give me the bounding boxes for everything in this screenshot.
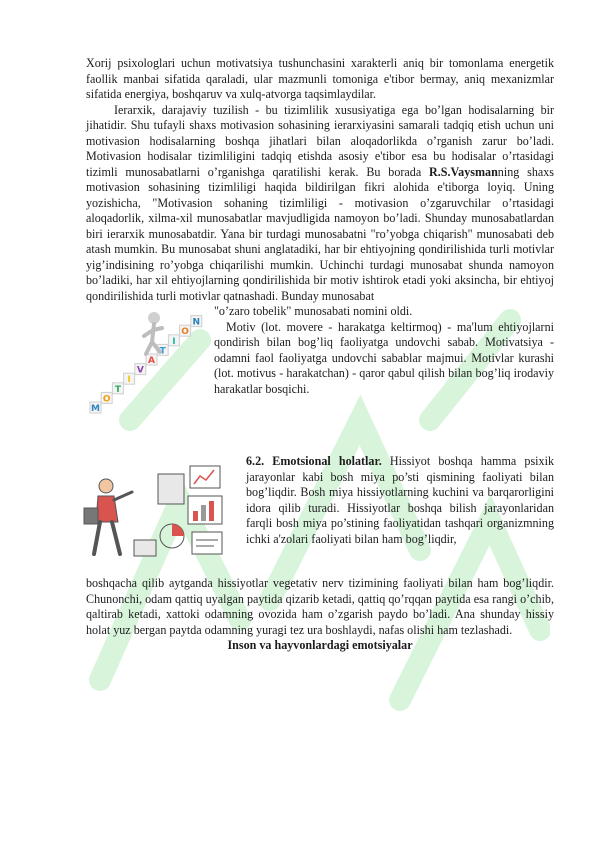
stair-letter: T (159, 346, 166, 357)
stair-block-8 (180, 325, 191, 337)
documents-background (134, 466, 222, 556)
paragraph-hierarchy-tail: "o’zaro tobelik" munosabati nomini oldi. (214, 304, 413, 318)
stair-letter: I (127, 375, 131, 386)
person-icon (84, 479, 132, 554)
stair-letter: T (114, 384, 121, 395)
motivation-block (86, 304, 554, 432)
document-page (86, 56, 554, 654)
section-heading: 6.2. Emotsional holatlar. (246, 454, 382, 468)
emotional-section-text (246, 454, 554, 547)
stair-letter: I (172, 336, 176, 347)
paragraph-hierarchy (86, 103, 554, 305)
stair-block-7 (168, 335, 179, 347)
stair-block-5 (146, 354, 157, 366)
emotional-section (86, 454, 554, 576)
subsection-title: Inson va hayvonlardagi emotsiyalar (227, 638, 413, 652)
stair-letter: O (181, 327, 189, 338)
motivation-definitions (214, 304, 554, 397)
person-with-documents-figure (80, 456, 240, 566)
stair-block-4 (135, 364, 146, 376)
stair-letter: V (136, 365, 144, 376)
stair-block-0 (90, 402, 101, 414)
author-name: R.S.Vaysman (429, 164, 498, 179)
stair-letter: M (91, 404, 100, 414)
section-intro: Hissiyot boshqa hamma psixik jarayonlar kabi bosh miya po’sti qismining faoliyati bilan bog’liqdir. Bosh miya hissiyotlarning kuchini va barqarorligini idora qilib turadi. Hissiyotlar boshqa bilish jarayonlaridan farqli bosh miya po’stining faoliyatidan tashqari organizmning ichki a'zolari faoliyati bilan ham bog’liqdir, (246, 454, 554, 546)
paragraph-vegetative: boshqacha qilib aytganda hissiyotlar vegetativ nerv tizimining faoliyati bilan ham bog’liqdir. Chunonchi, odam qattiq uyalgan paytida qizarib ketadi, qattiq qo’rqqan paytida esa rangi o’chib, qaltirab ketadi, xattoki odamning ovozida ham o’zgarish paydo bo’ladi. Ana shunday hissiy holat yuz bergan paytda odamning yuragi tez ura boshlaydi, nafas olishi ham tezlashadi. (86, 576, 554, 637)
stair-letter: N (192, 317, 201, 328)
stair-block-2 (112, 383, 123, 395)
paragraph-hierarchy-cont: ning shaxs motivasion sohasining tizimliligi haqida bildirilgan fikri alohida e'tiborga loyiq. Uning yozishicha, "Motivasion sohaning tizimliligi - motivasion o’zgaruvchilar o’rtasidagi aloqadorlik, xilma-xil munosabatlar mavjudligida namoyon bo’ladi. Shunday munosabatlardan biri ierarxik munosabatdir. Yana bir turdagi munosabatni "ro’yobga chiqarish" munosabati deb atash mumkin. Bu munosabat shuni anglatadiki, har bir ehtiyojning qondirilishida turli motivlar yig’indisining ro’yobga chiqarilishi mumkin. Uchinchi turdagi munosabat shunda namoyon bo’ladiki, har xil ehtiyojlarning qondirilishida bir motiv ishtirok etadi yoki aksincha, bir ehtiyoj qondirilishida turli motivlar qatnashadi. Bunday munosabat (86, 164, 554, 303)
paragraph-motiv-definition: Motiv (lot. movere - harakatga keltirmoq) - ma'lum ehtiyojlarni qondirish bilan bog’liq faoliyatga undovchi sabab. Motivatsiya - odamni faol faoliyatga undovchi sabablar majmui. Motivlar kurashi (lot. motivus - harakatchan) - qaror qabul qilish bilan bog’liq irodaviy harakatlar bosqichi. (214, 319, 554, 396)
paragraph-hierarchy-text: Ierarxik, darajaviy tuzilish - bu tizimlilik xususiyatiga ega bo’lgan hodisalarning bir jihatidir. Shu tufayli shaxs motivasion sohasining ierarxiyasini samarali tadqiq etish uchun uni motivasion hodisalarning boshqa jihatlari bilan aloqadorlikda o’rganish zarur bo’ladi. Motivasion hodisalar tizimliligini tadqiq etishda asosiy e'tibor esa bu hodisalar o’rtasidagi tizimli munosabatlarni o’rganishga qaratilishi kerak. Bu borada (86, 102, 554, 179)
stair-letter: A (148, 356, 155, 366)
stair-block-1 (101, 392, 112, 404)
stair-letter: O (102, 394, 111, 405)
stair-block-9 (191, 316, 202, 328)
paragraph-intro: Xorij psixologlari uchun motivatsiya tushunchasini xarakterli aniq bir tomonlama energetik faollik manbai sifatida qaraladi, ular mazmunli tomoniga e'tibor bermay, aniq mexanizmlar sifatida energiya, boshqaruv va xulq-atvorga taqsimlaydilar. (86, 56, 554, 101)
motivation-staircase-figure (86, 306, 210, 424)
stair-block-3 (124, 373, 135, 385)
